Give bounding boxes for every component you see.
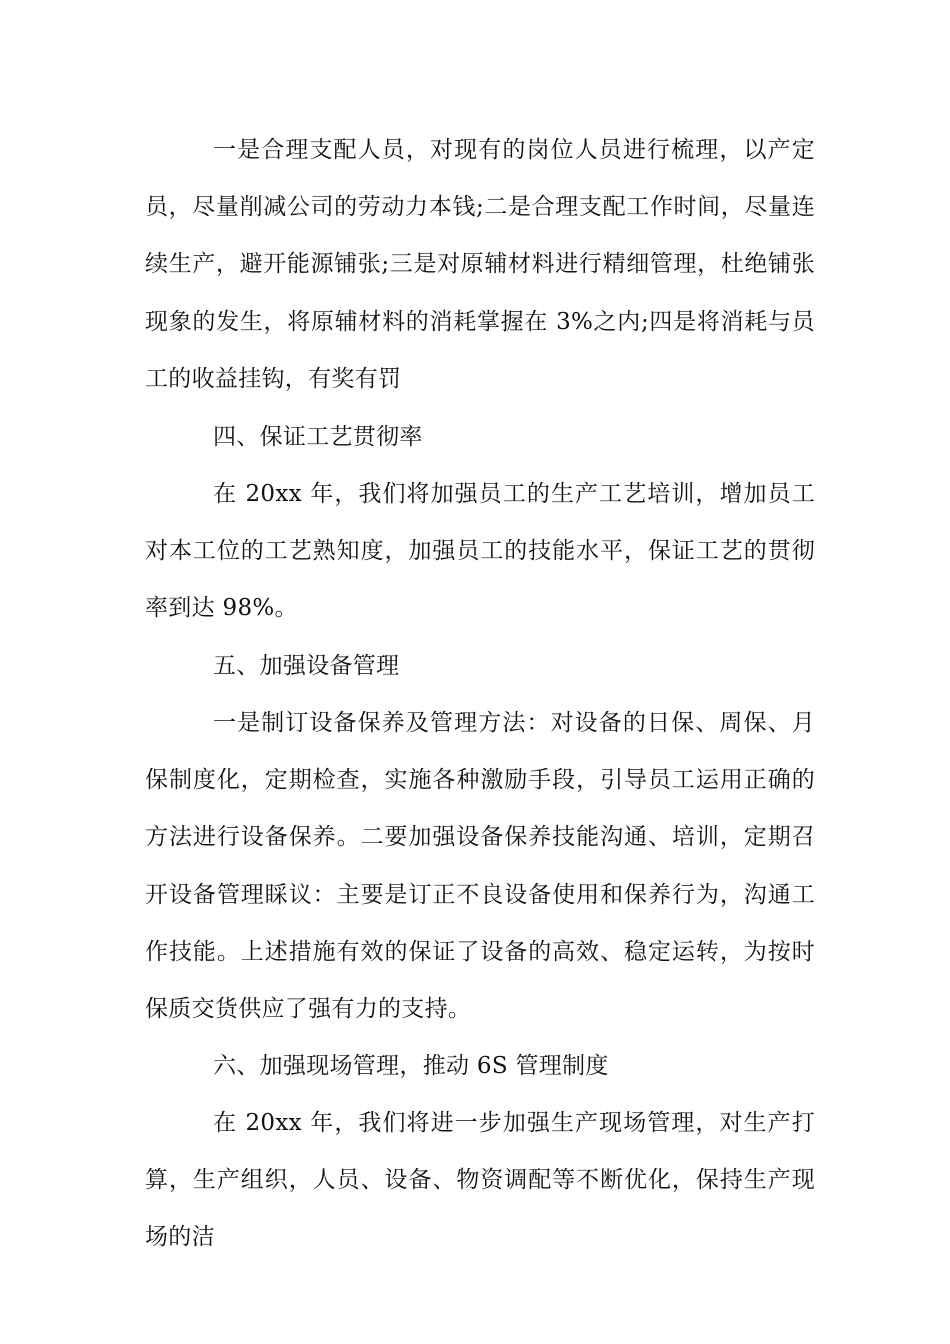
paragraph-process-training: 在 20xx 年，我们将加强员工的生产工艺培训，增加员工对本工位的工艺熟知度，加强员工的技能水平，保证工艺的贯彻率到达 98%。 <box>145 481 815 622</box>
section-heading-site-management: 六、加强现场管理，推动 6S 管理制度 <box>213 1053 609 1079</box>
paragraph-equipment-maintenance: 一是制订设备保养及管理方法：对设备的日保、周保、月保制度化，定期检查，实施各种激励手段，引导员工运用正确的方法进行设备保养。二要加强设备保养技能沟通、培训，定期召开设备管理睬议：主要是订正不良设备使用和保养行为，沟通工作技能。上述措施有效的保证了设备的高效、稳定运转，为按时保质交货供应了强有力的支持。 <box>145 710 815 1023</box>
section-heading-process-compliance: 四、保证工艺贯彻率 <box>213 424 423 450</box>
section-heading-equipment-management: 五、加强设备管理 <box>213 653 400 679</box>
paragraph-resource-measures: 一是合理支配人员，对现有的岗位人员进行梳理，以产定员，尽量削减公司的劳动力本钱;二是合理支配工作时间，尽量连续生产，避开能源铺张;三是对原辅材料进行精细管理，杜绝铺张现象的发生，将原辅材料的消耗掌握在 3%之内;四是将消耗与员工的收益挂钩，有奖有罚 <box>145 137 815 392</box>
paragraph-site-management: 在 20xx 年，我们将进一步加强生产现场管理，对生产打算，生产组织，人员、设备、物资调配等不断优化，保持生产现场的洁 <box>145 1110 815 1251</box>
